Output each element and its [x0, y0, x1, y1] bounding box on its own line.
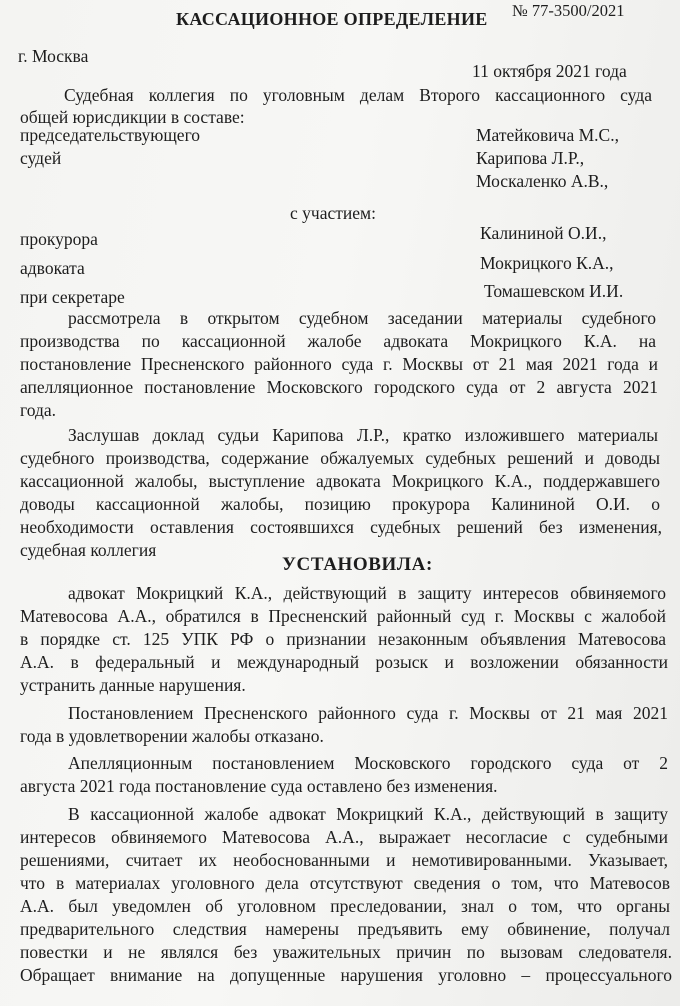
paragraph-2-line: необходимости оставления состоявшихся судебных решений без изменения, [20, 517, 662, 537]
city: г. Москва [18, 46, 89, 66]
paragraph-6-line: что в материалах уголовного дела отсутствуют сведения о том, что Матевосов [20, 873, 670, 893]
presiding-name: Матейковича М.С., [476, 125, 619, 145]
established-heading: УСТАНОВИЛА: [282, 554, 433, 575]
judges-label: судей [20, 148, 62, 168]
paragraph-3-line: А.А. в федеральный и международный розыск и возложении обязанности [20, 652, 668, 672]
paragraph-2-line: судебного производства, содержание обжалуемых судебных решений и доводы [20, 448, 660, 468]
presiding-label: председательствующего [20, 125, 201, 145]
paragraph-2-line: доводы кассационной жалобы, позицию прокурора Калининой О.И. о [20, 494, 660, 514]
paragraph-6-line: В кассационной жалобе адвокат Мокрицкий К.А., действующий в защиту [68, 804, 668, 824]
paragraph-6-line: интересов обвиняемого Матевосова А.А., выражает несогласие с судебными [20, 827, 668, 847]
intro-line-1: Судебная коллегия по уголовным делам Второго кассационного суда [64, 85, 652, 105]
document-number: № 77-3500/2021 [512, 1, 625, 20]
judge-1-name: Карипова Л.Р., [476, 148, 585, 168]
paragraph-2-line: Заслушав доклад судьи Карипова Л.Р., кратко изложившего материалы [68, 425, 658, 445]
paragraph-1-line: постановление Пресненского районного суда г. Москвы от 21 мая 2021 года и [20, 354, 658, 374]
intro-line-2: общей юрисдикции в составе: [20, 107, 245, 127]
paragraph-1-line: года. [20, 400, 57, 420]
paragraph-6-line: решениями, считает их необоснованными и немотивированными. Указывает, [20, 850, 668, 870]
judge-2-name: Москаленко А.В., [476, 171, 609, 191]
prosecutor-name: Калининой О.И., [480, 223, 607, 243]
paragraph-2-line: судебная коллегия [20, 540, 157, 560]
paragraph-1-line: апелляционное постановление Московского городского суда от 2 августа 2021 [20, 377, 658, 397]
secretary-name: Томашевском И.И. [484, 281, 624, 301]
paragraph-6-line: предварительного следствия намерены предъявить ему обвинение, получал [20, 919, 670, 939]
secretary-label: при секретаре [20, 287, 125, 307]
paragraph-1-line: производства по кассационной жалобе адвоката Мокрицкого К.А. на [20, 331, 656, 351]
paragraph-2-line: кассационной жалобы, выступление адвоката Мокрицкого К.А., поддержавшего [20, 471, 660, 491]
paragraph-3-line: Матевосова А.А., обратился в Пресненский районный суд г. Москвы с жалобой [20, 606, 666, 626]
document-title: КАССАЦИОННОЕ ОПРЕДЕЛЕНИЕ [176, 9, 488, 29]
paragraph-3-line: в порядке ст. 125 УПК РФ о признании незаконным объявления Матевосова [20, 629, 666, 649]
paragraph-5-line: Апелляционным постановлением Московского городского суда от 2 [68, 753, 668, 773]
paragraph-6-line: Обращает внимание на допущенные нарушения уголовно – процессуального [20, 965, 672, 985]
paragraph-6-line: повестки и не являлся без уважительных причин по вызовам следователя. [20, 942, 672, 962]
paragraph-3-line: адвокат Мокрицкий К.А., действующий в защиту интересов обвиняемого [68, 583, 666, 603]
advocate-label: адвоката [20, 258, 85, 278]
paragraph-6-line: А.А. был уведомлен об уголовном преследовании, знал о том, что органы [20, 896, 670, 916]
paragraph-4-line: года в удовлетворении жалобы отказано. [20, 726, 324, 746]
prosecutor-label: прокурора [20, 229, 98, 249]
advocate-name: Мокрицкого К.А., [480, 253, 614, 273]
participation-label: с участием: [290, 203, 376, 223]
paragraph-1-line: рассмотрела в открытом судебном заседании материалы судебного [68, 308, 656, 328]
paragraph-3-line: устранить данные нарушения. [20, 675, 246, 695]
paragraph-4-line: Постановлением Пресненского районного суда г. Москвы от 21 мая 2021 [68, 703, 668, 723]
document-date: 11 октября 2021 года [472, 61, 627, 81]
paragraph-5-line: августа 2021 года постановление суда оставлено без изменения. [20, 776, 498, 796]
